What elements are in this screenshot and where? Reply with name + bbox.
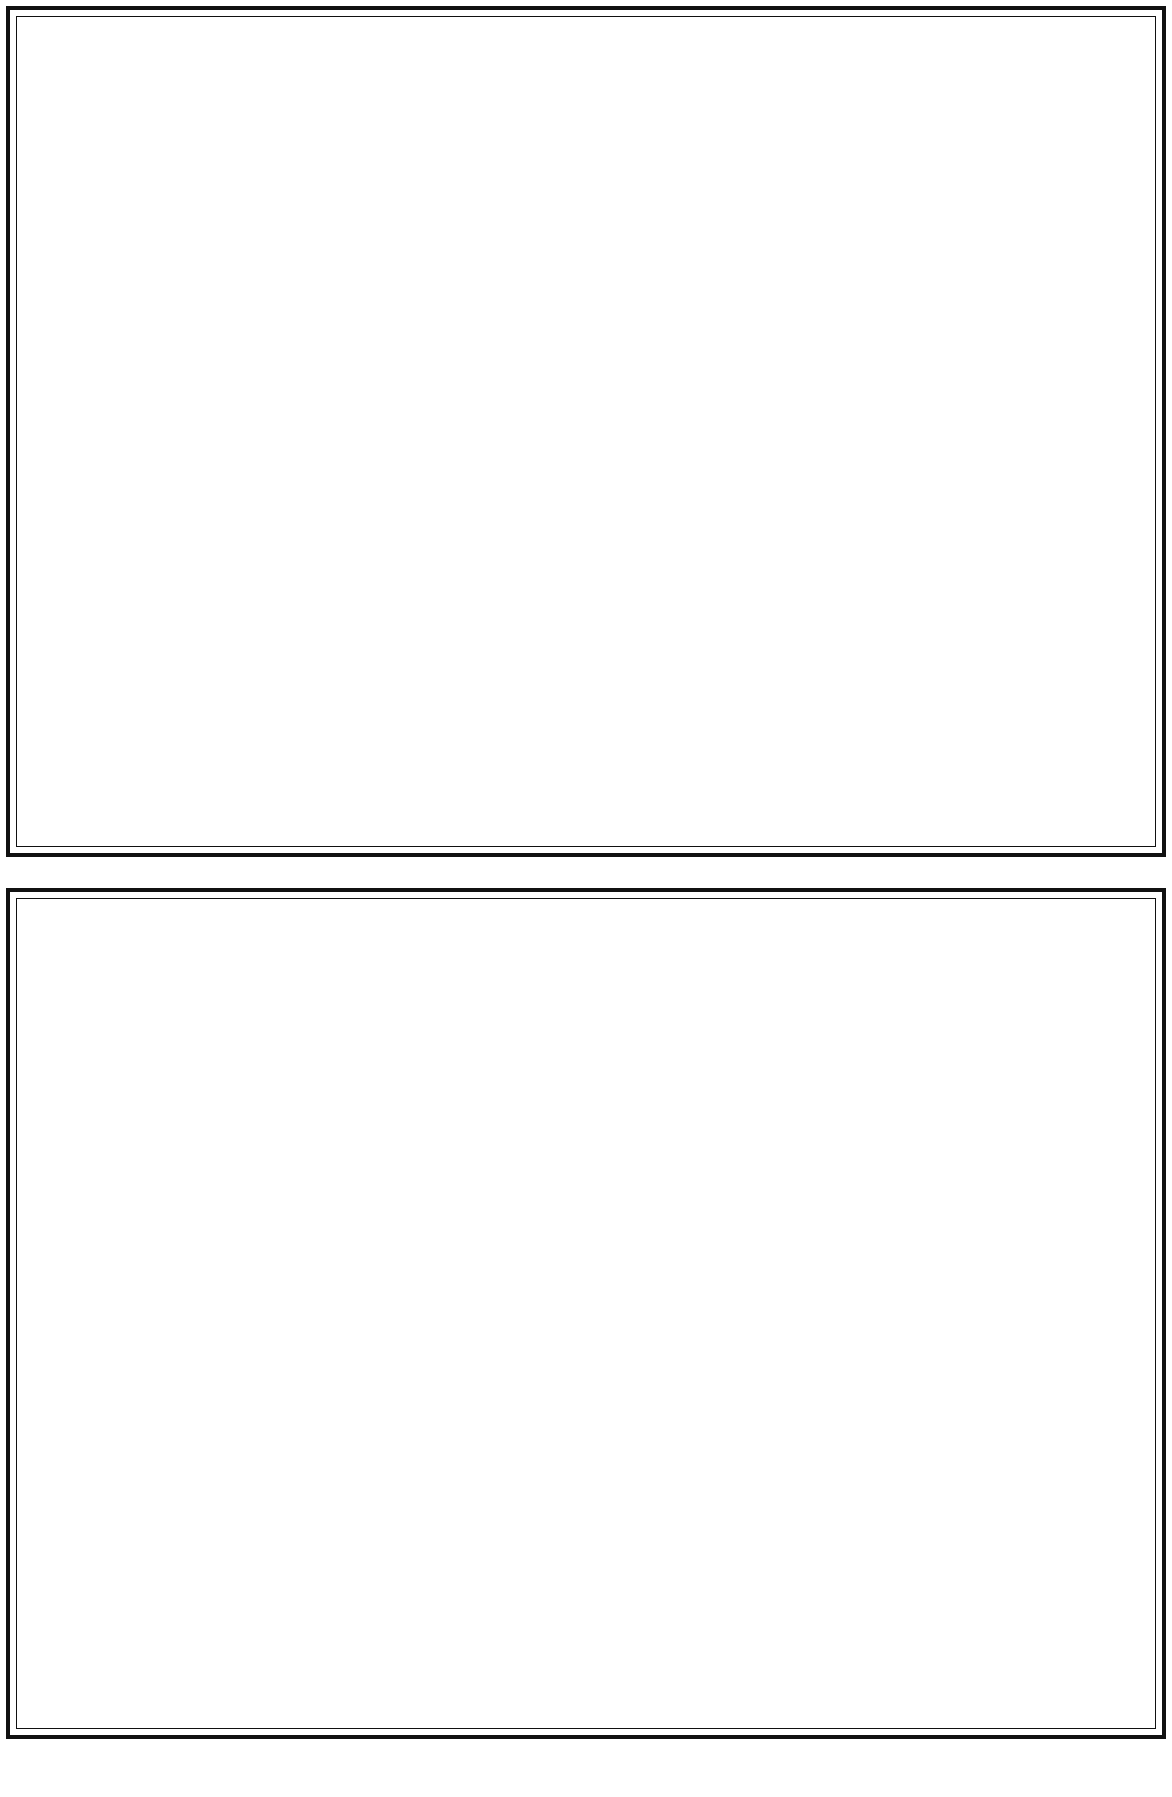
- top-page: [6, 6, 1166, 857]
- bottom-page-columns: [20, 902, 1152, 1725]
- top-page-columns: [20, 20, 1152, 843]
- bottom-page: [6, 888, 1166, 1739]
